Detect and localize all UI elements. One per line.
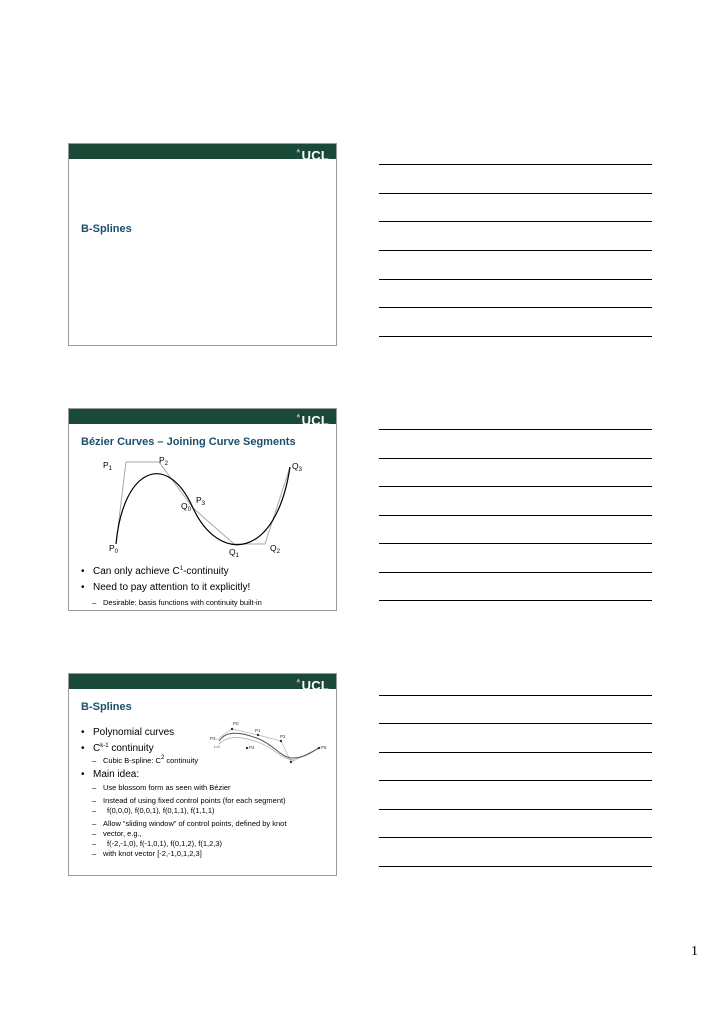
label-q1	[229, 547, 239, 557]
bullet: • Need to pay attention to it explicitly!	[81, 581, 330, 595]
note-line	[379, 723, 652, 724]
label-sub: 1	[235, 553, 239, 559]
note-line	[379, 695, 652, 696]
label-base: P	[103, 460, 109, 470]
logo-text: UCL	[301, 678, 329, 693]
ucl-logo	[296, 144, 329, 163]
note-line	[379, 752, 652, 753]
note-line	[379, 193, 652, 194]
sub-bullet-text: continuity	[164, 756, 199, 765]
slide-2-bullets	[81, 565, 330, 608]
label-sub: 0	[114, 549, 119, 555]
thumbnail-label: P3	[210, 736, 216, 741]
note-line	[379, 221, 652, 222]
sub-bullet: – Instead of using fixed control points (for each segment)	[81, 796, 330, 806]
note-line	[379, 866, 652, 867]
label-p1	[103, 460, 112, 470]
slide-header	[69, 144, 336, 163]
control-polygon-2	[193, 467, 290, 544]
label-sub: 2	[276, 549, 280, 555]
sub-bullet-continuation: – with knot vector [-2,-1,0,1,2,3]	[81, 849, 330, 859]
sub-bullet-continuation: – f(-2,-1,0), f(-1,0,1), f(0,1,2), f(1,2,3)	[81, 839, 330, 849]
thumbnail-label: P0	[233, 721, 239, 726]
slide-3	[68, 673, 337, 876]
label-sub: 2	[164, 461, 169, 467]
logo-text: UCL	[301, 413, 329, 428]
slide-3-bullets	[81, 726, 330, 859]
thumbnail-label: t=0	[214, 744, 220, 749]
thumbnail-label: P2	[280, 734, 286, 739]
note-line	[379, 164, 652, 165]
sub-bullet-continuation: – vector, e.g.,	[81, 829, 330, 839]
note-line	[379, 572, 652, 573]
slide-title: B-Splines	[81, 223, 132, 235]
note-line	[379, 486, 652, 487]
bullet-sup: 1	[179, 566, 184, 572]
label-q2	[270, 543, 280, 553]
note-line	[379, 429, 652, 430]
note-line	[379, 336, 652, 337]
logo-text: UCL	[301, 148, 329, 163]
label-q0	[181, 501, 191, 511]
thumbnail-label: P5	[321, 745, 327, 750]
note-line	[379, 543, 652, 544]
thumbnail-label: P1	[255, 728, 261, 733]
slide-2	[68, 408, 337, 611]
label-sub: 3	[298, 467, 302, 473]
label-sub: 1	[108, 466, 113, 472]
logo-mark: ≜	[296, 149, 301, 155]
label-base: Q	[181, 501, 188, 511]
label-q3	[292, 461, 302, 471]
label-p2	[159, 455, 168, 465]
slide-title: Bézier Curves – Joining Curve Segments	[81, 436, 296, 448]
note-line	[379, 307, 652, 308]
label-p0	[109, 543, 118, 553]
sub-bullet: – Use blossom form as seen with Bézier	[81, 783, 330, 793]
bullet	[81, 742, 330, 756]
note-line	[379, 780, 652, 781]
sub-bullet-text: Cubic B-spline: C	[103, 756, 161, 765]
label-sub: 3	[201, 501, 206, 507]
label-base: Q	[270, 543, 277, 553]
label-sub: 0	[187, 507, 191, 513]
sub-bullet-sup: 2	[160, 755, 165, 761]
page-number: 1	[691, 944, 698, 959]
note-line	[379, 458, 652, 459]
note-line	[379, 837, 652, 838]
label-base: P	[196, 495, 202, 505]
sub-bullet: – Desirable: basis functions with continuity built-in	[81, 598, 330, 608]
logo-mark: ≜	[296, 679, 301, 685]
bullet-text: C	[93, 743, 101, 754]
label-base: P	[159, 455, 165, 465]
note-line	[379, 600, 652, 601]
sub-bullet	[81, 756, 330, 766]
label-p3	[196, 495, 205, 505]
bullet-sup: k-1	[100, 743, 109, 749]
bullet: • Main idea:	[81, 768, 330, 782]
bullet	[81, 565, 330, 579]
slide-title: B-Splines	[81, 701, 132, 713]
thumbnail-label: P4	[249, 745, 255, 750]
note-line	[379, 515, 652, 516]
label-base: P	[109, 543, 115, 553]
slide-1	[68, 143, 337, 346]
label-base: Q	[229, 547, 236, 557]
bullet-text: continuity	[108, 743, 154, 754]
bullet-text: Can only achieve C	[93, 566, 180, 577]
note-line	[379, 250, 652, 251]
sub-bullet-continuation: – f(0,0,0), f(0,0,1), f(0,1,1), f(1,1,1)	[81, 806, 330, 816]
bullet: • Polynomial curves	[81, 726, 330, 740]
note-line	[379, 279, 652, 280]
bullet-text: -continuity	[183, 566, 229, 577]
label-base: Q	[292, 461, 299, 471]
note-line	[379, 809, 652, 810]
sub-bullet: – Allow “sliding window” of control points, defined by knot	[81, 819, 330, 829]
logo-mark: ≜	[296, 414, 301, 420]
